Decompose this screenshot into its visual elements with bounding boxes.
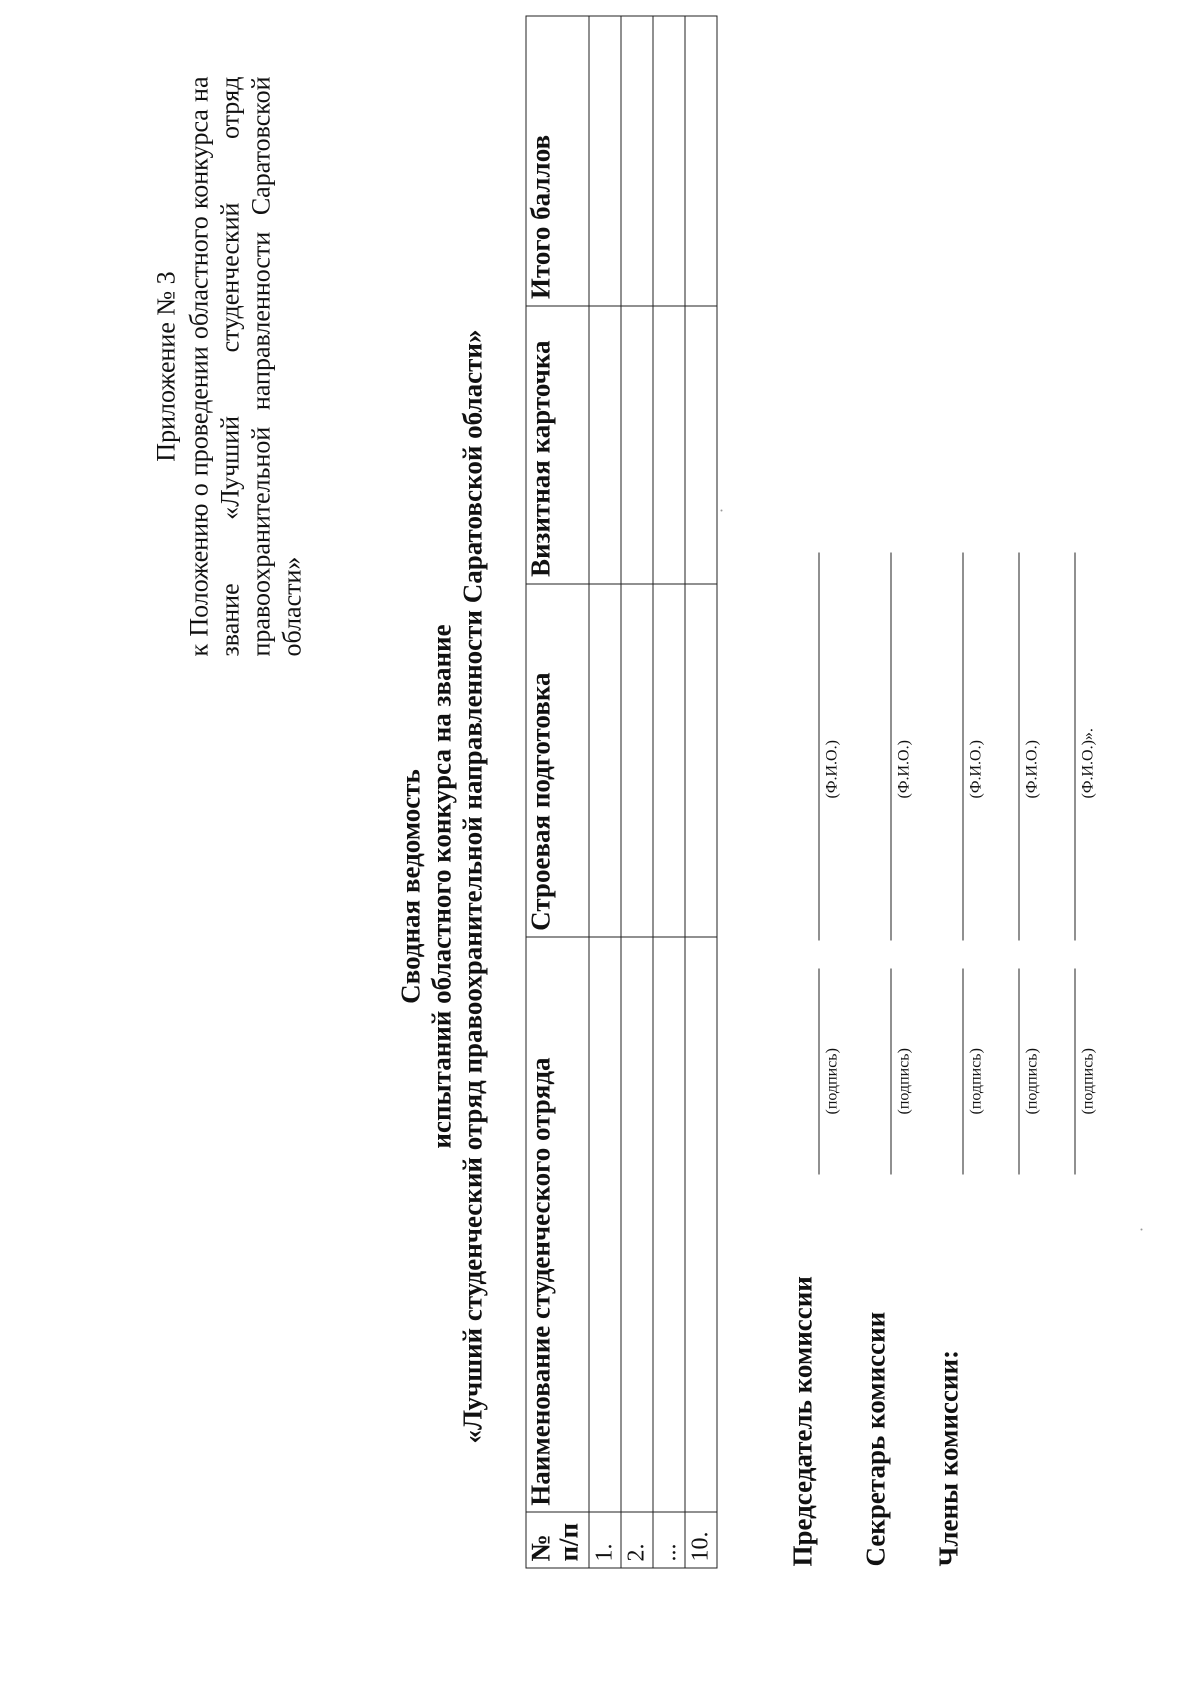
team-name-cell [653,937,685,1512]
chairman-label: Председатель комиссии [787,1276,818,1567]
drill-cell [621,584,653,938]
header-total-score: Итого баллов [526,16,589,306]
business-card-cell [589,306,621,584]
row-number: 1. [589,1512,621,1568]
total-cell [685,16,717,306]
member-1-name-hint: (Ф.И.О.) [967,740,985,799]
member-2-signature-line [1019,969,1020,1175]
member-3-name-hint: (Ф.И.О.)». [1079,728,1097,799]
total-cell [621,16,653,306]
heading-line-3: «Лучший студенческий отряд правоохранительной направленности Саратовской области» [457,329,488,1444]
secretary-label: Секретарь комиссии [860,1311,891,1567]
header-business-card: Визитная карточка [526,306,589,584]
chairman-name-hint: (Ф.И.О.) [823,740,841,799]
team-name-cell [685,937,717,1512]
team-name-cell [589,937,621,1512]
business-card-cell [653,306,685,584]
header-team-name: Наименование студенческого отряда [526,937,589,1512]
header-drill: Строевая подготовка [526,584,589,938]
table-row [589,16,621,1568]
drill-cell [685,584,717,938]
members-label: Члены комиссии: [933,1349,964,1567]
member-2-name-hint: (Ф.И.О.) [1023,740,1041,799]
team-name-cell [621,937,653,1512]
drill-cell [589,584,621,938]
secretary-name-line [891,553,892,941]
appendix-title: Приложение № 3 [151,271,181,462]
member-2-signature-hint: (подпись) [1023,1048,1041,1115]
chairman-signature-hint: (подпись) [823,1048,841,1115]
appendix-text: к Положению о проведении областного конкурса на звание «Лучший студенческий отряд правоохранительной направленности Саратовской области» [184,76,307,657]
header-num: № п/п [526,1512,589,1568]
chairman-signature-line [819,969,820,1175]
chairman-name-line [819,553,820,941]
member-1-signature-line [963,969,964,1175]
summary-table [526,16,718,1569]
member-3-name-line [1075,553,1076,941]
table-row [653,16,685,1568]
secretary-signature-line [891,969,892,1175]
total-cell [653,16,685,306]
row-number: ... [653,1512,685,1568]
member-3-signature-hint: (подпись) [1079,1048,1097,1115]
business-card-cell [685,306,717,584]
heading-line-1: Сводная ведомость [395,769,426,1004]
total-cell [589,16,621,306]
document-heading [396,247,489,1527]
document-page [1,0,1200,1697]
business-card-cell [621,306,653,584]
row-number: 2. [621,1512,653,1568]
scan-speck [1141,1229,1143,1231]
secretary-name-hint: (Ф.И.О.) [895,740,913,799]
appendix-block [151,77,308,657]
drill-cell [653,584,685,938]
member-1-signature-hint: (подпись) [967,1048,985,1115]
row-number: 10. [685,1512,717,1568]
scan-speck [721,510,723,512]
heading-line-2: испытаний областного конкурса на звание [426,624,457,1149]
member-1-name-line [963,553,964,941]
table-header-row [526,16,589,1568]
table-row [685,16,717,1568]
member-3-signature-line [1075,969,1076,1175]
member-2-name-line [1019,553,1020,941]
secretary-signature-hint: (подпись) [895,1048,913,1115]
table-row [621,16,653,1568]
